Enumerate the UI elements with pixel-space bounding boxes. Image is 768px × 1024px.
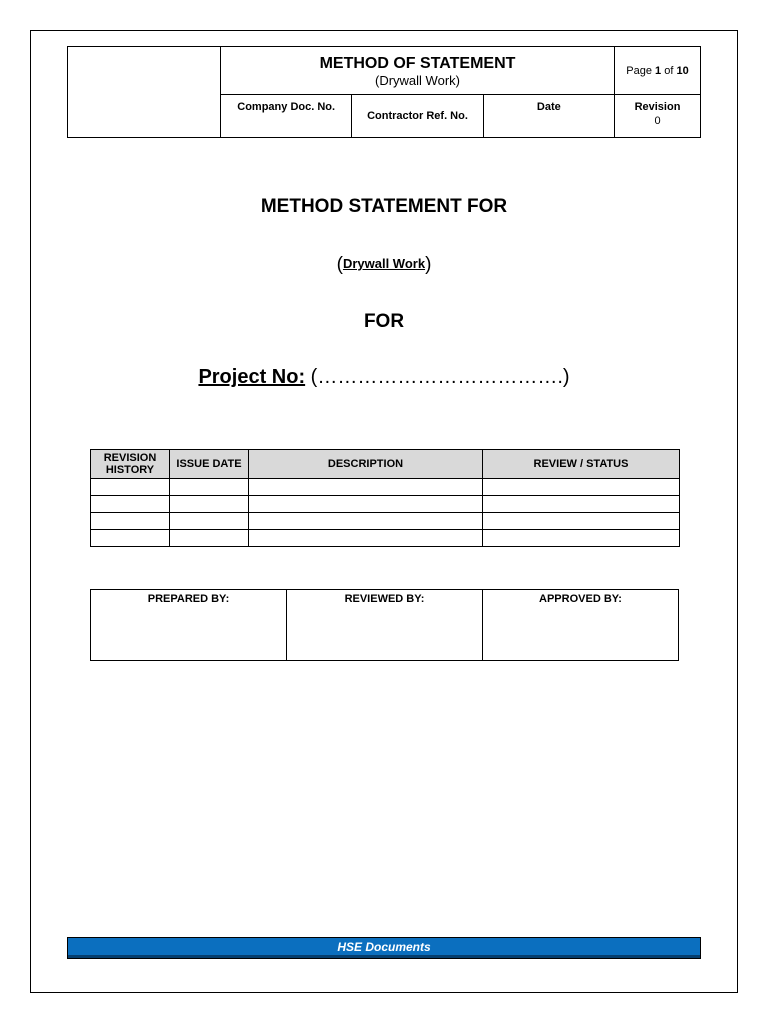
footer-bar: [67, 937, 701, 959]
revision-cell: [615, 95, 701, 138]
cover-subtitle-text: Drywall Work: [342, 256, 426, 271]
project-label: Project No:: [198, 366, 306, 388]
project-number: [0, 366, 768, 389]
date-label: Date: [483, 95, 614, 138]
table-cell[interactable]: [91, 496, 170, 513]
table-row: [91, 513, 680, 530]
company-doc-label: Company Doc. No.: [221, 95, 352, 138]
table-cell[interactable]: [249, 530, 483, 547]
table-cell[interactable]: [249, 513, 483, 530]
revision-history-table: [90, 449, 680, 547]
cover-for: FOR: [363, 311, 405, 332]
prepared-by-label: PREPARED BY:: [147, 593, 230, 605]
table-row: [91, 479, 680, 496]
table-cell[interactable]: [170, 530, 249, 547]
table-cell[interactable]: [170, 513, 249, 530]
document-subtitle: (Drywall Work): [375, 73, 460, 88]
signature-table: [90, 589, 679, 661]
cover-main-title: METHOD STATEMENT FOR: [260, 196, 508, 217]
approved-by-cell[interactable]: [483, 590, 679, 661]
table-cell[interactable]: [91, 479, 170, 496]
project-value: (……………………………….): [305, 366, 570, 388]
table-cell[interactable]: [249, 496, 483, 513]
approved-by-label: APPROVED BY:: [539, 593, 622, 605]
revision-value: 0: [654, 115, 661, 127]
reviewed-by-label: REVIEWED BY:: [344, 593, 425, 605]
reviewed-by-cell[interactable]: [287, 590, 483, 661]
page-number: Page 1 of 10: [615, 47, 701, 95]
table-cell[interactable]: [249, 479, 483, 496]
col-review-status: REVIEW / STATUS: [483, 450, 680, 479]
table-cell[interactable]: [91, 513, 170, 530]
table-cell[interactable]: [170, 496, 249, 513]
footer-text: HSE Documents: [337, 940, 431, 954]
col-revision-history: REVISION HISTORY: [91, 450, 170, 479]
col-issue-date: ISSUE DATE: [170, 450, 249, 479]
header-title-cell: [221, 47, 615, 95]
document-title: METHOD OF STATEMENT: [319, 55, 516, 72]
logo-cell: [68, 47, 221, 138]
revision-label: Revision: [634, 101, 681, 113]
col-description: DESCRIPTION: [249, 450, 483, 479]
document-header-table: [67, 46, 701, 138]
cover-subtitle: (Drywall Work): [336, 254, 432, 275]
table-cell[interactable]: [483, 513, 680, 530]
table-cell[interactable]: [170, 479, 249, 496]
table-cell[interactable]: [91, 530, 170, 547]
table-cell[interactable]: [483, 479, 680, 496]
prepared-by-cell[interactable]: [91, 590, 287, 661]
table-cell[interactable]: [483, 496, 680, 513]
table-cell[interactable]: [483, 530, 680, 547]
table-row: [91, 530, 680, 547]
contractor-ref-label: Contractor Ref. No.: [352, 95, 483, 138]
table-row: [91, 496, 680, 513]
